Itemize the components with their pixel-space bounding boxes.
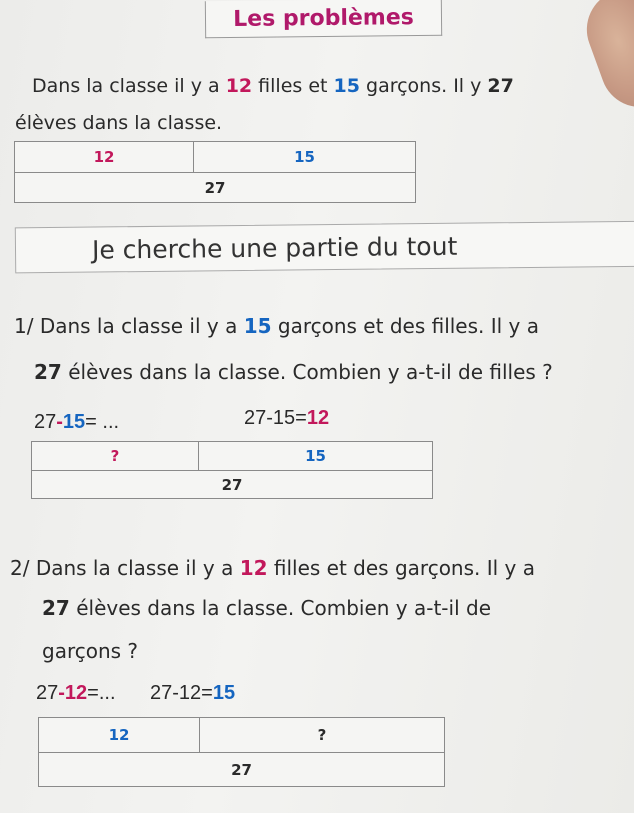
problem2-eq-minus: -: [58, 682, 65, 704]
problem1-answer-value: 12: [306, 407, 330, 429]
problem1-eq-rest: = ...: [85, 411, 120, 433]
problem2-bar-model-table: [38, 717, 445, 787]
problem1-eq-a: 27: [34, 411, 57, 433]
problem2-number-filles: 12: [239, 556, 268, 580]
problem1-question-text: élèves dans la classe. Combien y a-t-il de filles ?: [61, 360, 553, 384]
table-row-parts: [39, 718, 444, 752]
intro-text-a: Dans la classe il y a: [32, 75, 226, 97]
problem1-number-total: 27: [34, 360, 62, 384]
finger-photo: [576, 0, 634, 118]
section-heading: [15, 221, 634, 274]
table-cell-total: 27: [204, 179, 226, 197]
intro-number-filles: 12: [225, 75, 253, 97]
intro-line-2: élèves dans la classe.: [15, 112, 223, 134]
problem2-eq-rest: =...: [87, 682, 116, 704]
intro-number-total: 27: [487, 75, 514, 97]
table-row-total: [15, 172, 415, 203]
table-cell-part-right: 15: [294, 148, 315, 166]
intro-line-1: [32, 75, 514, 97]
problem1-answer-expression: 27-15=: [244, 407, 307, 429]
intro-bar-model-table: [14, 141, 416, 203]
problem1-text-a: 1/ Dans la classe il y a: [14, 314, 244, 338]
problem2-eq-b: 12: [64, 682, 88, 704]
table-row-parts: [15, 142, 415, 172]
table-cell-part-left: 12: [15, 142, 194, 172]
problem1-answer: [244, 407, 329, 430]
problem1-line-2: [34, 360, 553, 384]
problem1-eq-minus: -: [56, 411, 63, 433]
problem2-eq-a: 27: [36, 682, 59, 704]
problem2-answer: [150, 682, 235, 705]
problem2-line-2: [42, 596, 491, 620]
problem2-equation: [36, 682, 116, 705]
page-title: Les problèmes: [205, 0, 442, 38]
intro-text-c: garçons. Il y: [359, 75, 488, 97]
table-cell-total: 27: [231, 761, 252, 779]
section-heading-text: Je cherche une partie du tout: [91, 231, 458, 265]
problem2-number-total: 27: [42, 596, 70, 620]
intro-text-b: filles et: [252, 75, 334, 97]
problem1-equation: [34, 411, 119, 434]
problem2-answer-value: 15: [212, 682, 236, 704]
table-cell-unknown: ?: [32, 442, 199, 470]
problem1-eq-b: 15: [62, 411, 86, 433]
table-cell-total: 27: [221, 476, 243, 494]
problem1-number-garcons: 15: [243, 314, 272, 338]
problem2-text-a: 2/ Dans la classe il y a: [10, 556, 240, 580]
table-cell-part: 12: [39, 718, 200, 752]
problem2-text-b: filles et des garçons. Il y a: [267, 556, 536, 580]
table-row-parts: [32, 442, 432, 470]
table-cell-part: 15: [305, 447, 326, 465]
table-row-total: [32, 470, 432, 499]
problem2-line-1: [10, 556, 535, 580]
table-cell-unknown: ?: [317, 726, 327, 744]
table-row-total: [39, 752, 444, 787]
problem2-answer-expression: 27-12=: [150, 682, 213, 704]
problem1-bar-model-table: [31, 441, 433, 499]
intro-number-garcons: 15: [333, 75, 360, 97]
problem2-question-text: élèves dans la classe. Combien y a-t-il de: [69, 596, 491, 620]
problem1-line-1: [14, 314, 539, 338]
problem1-text-b: garçons et des filles. Il y a: [271, 314, 540, 338]
problem2-line-3: garçons ?: [42, 639, 139, 663]
